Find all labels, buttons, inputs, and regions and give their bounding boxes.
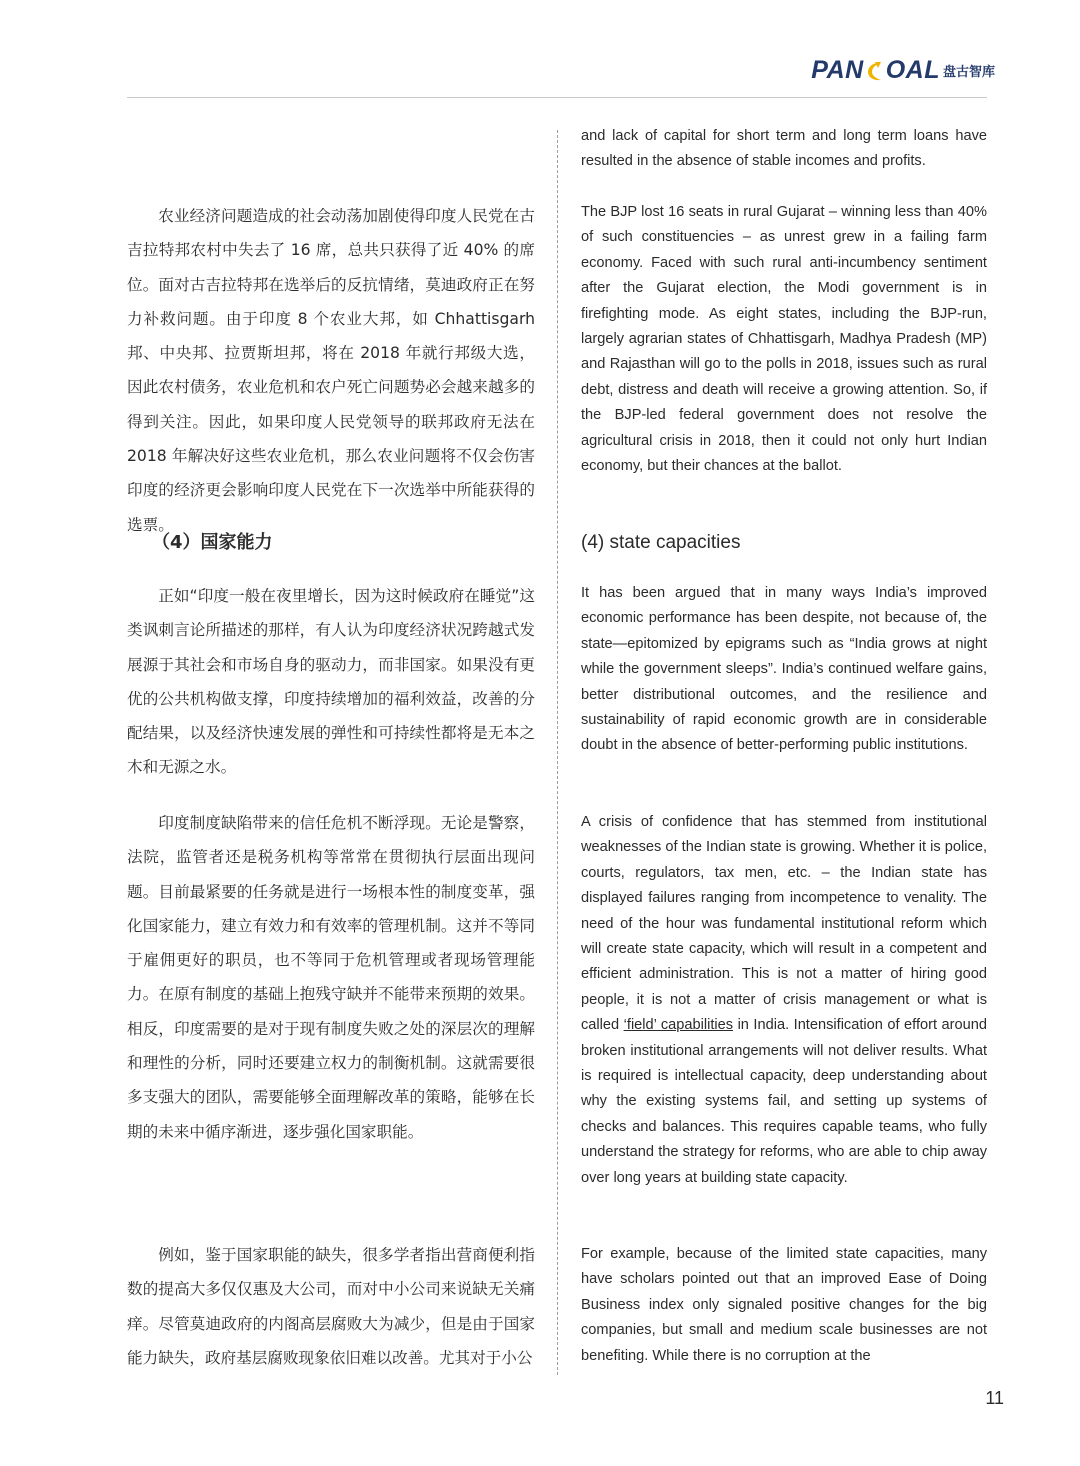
header-divider bbox=[127, 97, 987, 98]
en-paragraph-crisis bbox=[581, 810, 987, 1191]
zh-section-heading: （4）国家能力 bbox=[152, 532, 273, 553]
column-divider bbox=[557, 130, 558, 1375]
logo-crescent-icon bbox=[865, 60, 885, 82]
en-paragraph-bjp: The BJP lost 16 seats in rural Gujarat – winning less than 40% of such constituencies – as unrest grew in a failing farm economy. Faced with such rural anti-incumbency sentiment after the Gujarat election, the Modi government is in firefighting mode. As eight states, including the BJP-run, largely agrarian states of Chhattisgarh, Madhya Pradesh (MP) and Rajasthan will go to the polls in 2018, issues such as rural debt, distress and death will receive a growing attention. So, if the BJP-led federal government does not resolve the agricultural crisis in 2018, then it could not only hurt Indian economy, but their chances at the ballot. bbox=[581, 204, 987, 475]
en-paragraph-state: It has been argued that in many ways India’s improved economic performance has been despite, not because of, the state—epitomized by epigrams such as “India grows at night while the government sleeps”. India’s continued welfare gains, better distributional outcomes, and the resilience and sustainability of rapid economic growth are in considerable doubt in the absence of better-performing public institutions. bbox=[581, 585, 987, 754]
en-section-heading: (4) state capacities bbox=[581, 532, 741, 553]
field-capabilities-text: ‘field’ capabilities bbox=[623, 1017, 734, 1034]
zh-paragraph-example: 例如，鉴于国家职能的缺失，很多学者指出营商便利指数的提高大多仅仅惠及大公司，而对中小公司来说缺无关痛痒。尽管莫迪政府的内阁高层腐败大为减少，但是由于国家能力缺失，政府基层腐败现象依旧难以改善。尤其对于小公 bbox=[127, 1246, 535, 1367]
logo-text-right: OAL bbox=[885, 56, 940, 84]
zh-paragraph-state: 正如“印度一般在夜里增长，因为这时候政府在睡觉”这类讽刺言论所描述的那样，有人认为印度经济状况跨越式发展源于其社会和市场自身的驱动力，而非国家。如果没有更优的公共机构做支撑，印度持续增加的福利效益，改善的分配结果，以及经济快速发展的弹性和可持续性都将是无本之木和无源之水。 bbox=[127, 587, 535, 777]
zh-paragraph-agriculture: 农业经济问题造成的社会动荡加剧使得印度人民党在古吉拉特邦农村中失去了 16 席，总共只获得了近 40% 的席位。面对古吉拉特邦在选举后的反抗情绪，莫迪政府正在努力补救问题。由于印度 8 个农业大邦，如 Chhattisgarh 邦、中央邦、拉贾斯坦邦，将在 2018 年就行邦级大选，因此农村债务，农业危机和农户死亡问题势必会越来越多的得到关注。因此，如果印度人民党领导的联邦政府无法在 2018 年解决好这些农业危机，那么农业问题将不仅会伤害印度的经济更会影响印度人民党在下一次选举中所能获得的选票。 bbox=[127, 207, 535, 534]
brand-logo bbox=[811, 56, 995, 85]
en-paragraph-capital: and lack of capital for short term and long term loans have resulted in the absence of stable incomes and profits. bbox=[581, 128, 987, 170]
page-number: 11 bbox=[985, 1388, 1004, 1408]
en-paragraph-example: For example, because of the limited state capacities, many have scholars pointed out that an improved Ease of Doing Business index only signaled positive changes for the big companies, but small and medium scale businesses are not benefiting. While there is no corruption at the bbox=[581, 1246, 987, 1364]
logo-text-chinese: 盘古智库 bbox=[942, 65, 995, 80]
logo-text-left: PAN bbox=[811, 56, 864, 84]
zh-paragraph-crisis: 印度制度缺陷带来的信任危机不断浮现。无论是警察，法院，监管者还是税务机构等常常在贯彻执行层面出现问题。目前最紧要的任务就是进行一场根本性的制度变革，强化国家能力，建立有效力和有效率的管理机制。这并不等同于雇佣更好的职员，也不等同于危机管理或者现场管理能力。在原有制度的基础上抱残守缺并不能带来预期的效果。相反，印度需要的是对于现有制度失败之处的深层次的理解和理性的分析，同时还要建立权力的制衡机制。这就需要很多支强大的团队，需要能够全面理解改革的策略，能够在长期的未来中循序渐进，逐步强化国家职能。 bbox=[127, 814, 535, 1141]
en-crisis-text-end: in India. Intensification of effort around broken institutional arrangements will not deliver results. What is required is intellectual capacity, deep understanding about why the existing systems fail, and setting up systems of checks and balances. This requires capable teams, who fully understand the strategy for reforms, who are able to chip away over long years at building state capacity. bbox=[581, 1017, 987, 1186]
en-crisis-text-start: A crisis of confidence that has stemmed from institutional weaknesses of the Indian state is growing. Whether it is police, courts, regulators, tax men, etc. – the Indian state has displayed failures ranging from incompetence to venality. The need of the hour was fundamental institutional reform which will create state capacity, which will result in a competent and efficient administration. This is not a matter of hiring good people, it is not a matter of crisis management or what is called bbox=[581, 814, 987, 1034]
